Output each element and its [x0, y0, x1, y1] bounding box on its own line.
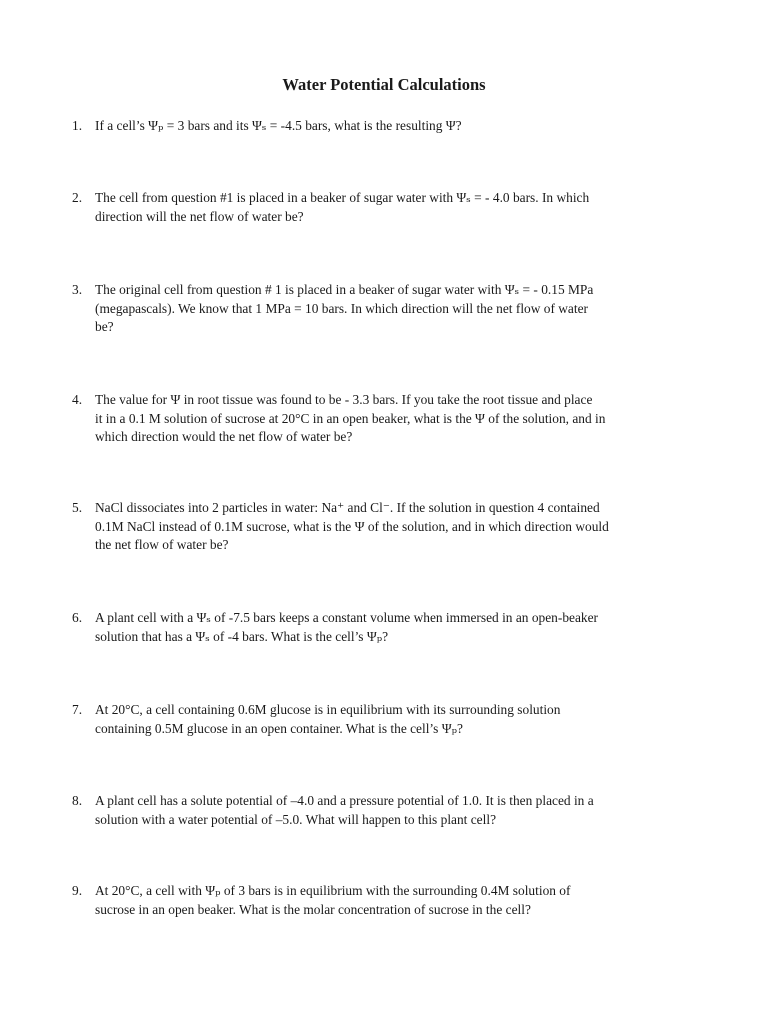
question-7 [72, 701, 712, 738]
question-line: If a cell’s Ψₚ = 3 bars and its Ψₛ = -4.5 bars, what is the resulting Ψ? [95, 118, 462, 133]
page-title: Water Potential Calculations [282, 75, 486, 94]
question-line: NaCl dissociates into 2 particles in water: Na⁺ and Cl⁻. If the solution in question 4 contained [95, 500, 600, 515]
question-line: (megapascals). We know that 1 MPa = 10 bars. In which direction will the net flow of water [95, 300, 588, 316]
question-4 [72, 391, 712, 447]
question-number: 2. [72, 190, 83, 205]
question-5 [72, 499, 712, 555]
question-3 [72, 281, 712, 337]
question-text [95, 701, 712, 738]
question-line: At 20°C, a cell with Ψₚ of 3 bars is in equilibrium with the surrounding 0.4M solution of [95, 883, 571, 898]
question-line: A plant cell has a solute potential of –4.0 and a pressure potential of 1.0. It is then placed in a [95, 793, 594, 808]
question-line: solution that has a Ψₛ of -4 bars. What is the cell’s Ψₚ? [95, 628, 389, 644]
question-number: 6. [72, 610, 83, 625]
question-number: 9. [72, 883, 83, 898]
question-line: it in a 0.1 M solution of sucrose at 20°C in an open beaker, what is the Ψ of the solution, and in [95, 410, 606, 426]
question-number: 4. [72, 392, 83, 407]
question-text [95, 391, 712, 447]
question-line: the net flow of water be? [95, 537, 229, 553]
question-8 [72, 792, 712, 829]
question-line: direction will the net flow of water be? [95, 208, 304, 224]
question-line: containing 0.5M glucose in an open container. What is the cell’s Ψₚ? [95, 720, 463, 736]
question-line: sucrose in an open beaker. What is the molar concentration of sucrose in the cell? [95, 901, 531, 917]
question-text [95, 609, 712, 646]
question-line: which direction would the net flow of water be? [95, 429, 353, 445]
question-number: 7. [72, 702, 83, 717]
question-line: solution with a water potential of –5.0. What will happen to this plant cell? [95, 811, 497, 827]
question-text [95, 117, 712, 136]
question-text [95, 882, 712, 919]
question-text [95, 792, 712, 829]
question-line: The cell from question #1 is placed in a beaker of sugar water with Ψₛ = - 4.0 bars. In which [95, 190, 590, 205]
question-line: 0.1M NaCl instead of 0.1M sucrose, what is the Ψ of the solution, and in which direction would [95, 518, 609, 534]
question-line: be? [95, 319, 114, 335]
question-line: At 20°C, a cell containing 0.6M glucose is in equilibrium with its surrounding solution [95, 702, 561, 717]
question-number: 5. [72, 500, 83, 515]
question-text [95, 499, 712, 555]
question-line: A plant cell with a Ψₛ of -7.5 bars keeps a constant volume when immersed in an open-beaker [95, 610, 598, 625]
question-line: The original cell from question # 1 is placed in a beaker of sugar water with Ψₛ = - 0.15 MPa [95, 282, 594, 297]
question-1 [72, 117, 712, 136]
question-number: 3. [72, 282, 83, 297]
question-text [95, 189, 712, 226]
question-2 [72, 189, 712, 226]
question-text [95, 281, 712, 337]
question-9 [72, 882, 712, 919]
question-number: 8. [72, 793, 83, 808]
question-number: 1. [72, 118, 83, 133]
question-line: The value for Ψ in root tissue was found to be - 3.3 bars. If you take the root tissue and place [95, 392, 593, 407]
question-6 [72, 609, 712, 646]
